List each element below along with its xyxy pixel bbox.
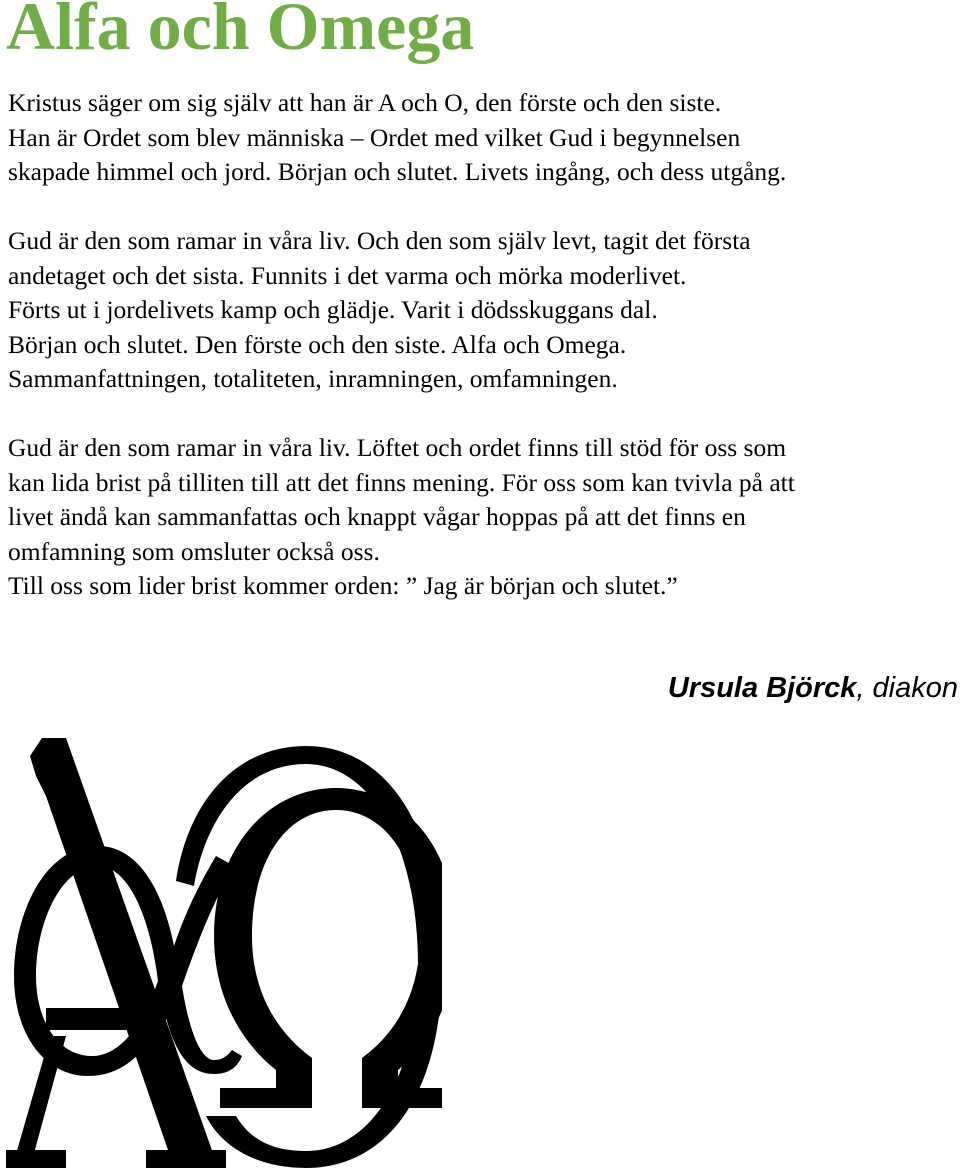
text-line: Gud är den som ramar in våra liv. Löftet och ordet finns till stöd för oss som <box>8 433 787 462</box>
alpha-omega-icon <box>6 736 442 1168</box>
body-text <box>8 86 958 604</box>
paragraph <box>8 86 958 190</box>
author-role: , diakon <box>856 672 958 704</box>
text-line: Sammanfattningen, totaliteten, inramningen, omfamningen. <box>8 364 618 393</box>
text-line: kan lida brist på tilliten till att det finns mening. För oss som kan tvivla på att <box>8 467 795 497</box>
text-line: Början och slutet. Den förste och den siste. Alfa och Omega. <box>8 329 627 359</box>
text-line: Kristus säger om sig själv att han är A och O, den förste och den siste. <box>8 88 722 117</box>
author-signature <box>668 672 958 705</box>
page-title: Alfa och Omega <box>6 0 475 64</box>
paragraph <box>8 224 958 397</box>
text-line: skapade himmel och jord. Början och slutet. Livets ingång, och dess utgång. <box>8 157 787 186</box>
text-line: livet ändå kan sammanfattas och knappt vågar hoppas på att det finns en <box>8 502 746 531</box>
text-line: omfamning som omsluter också oss. <box>8 536 380 566</box>
paragraph <box>8 431 958 569</box>
text-line: Gud är den som ramar in våra liv. Och den som själv levt, tagit det första <box>8 226 751 255</box>
text-line: andetaget och det sista. Funnits i det varma och mörka moderlivet. <box>8 260 687 290</box>
author-name: Ursula Björck <box>667 672 857 704</box>
paragraph <box>8 569 958 604</box>
text-line: Han är Ordet som blev människa – Ordet med vilket Gud i begynnelsen <box>8 122 741 152</box>
text-line: Till oss som lider brist kommer orden: ” Jag är början och slutet.” <box>8 571 678 600</box>
text-line: Förts ut i jordelivets kamp och glädje. Varit i dödsskuggans dal. <box>8 295 658 324</box>
